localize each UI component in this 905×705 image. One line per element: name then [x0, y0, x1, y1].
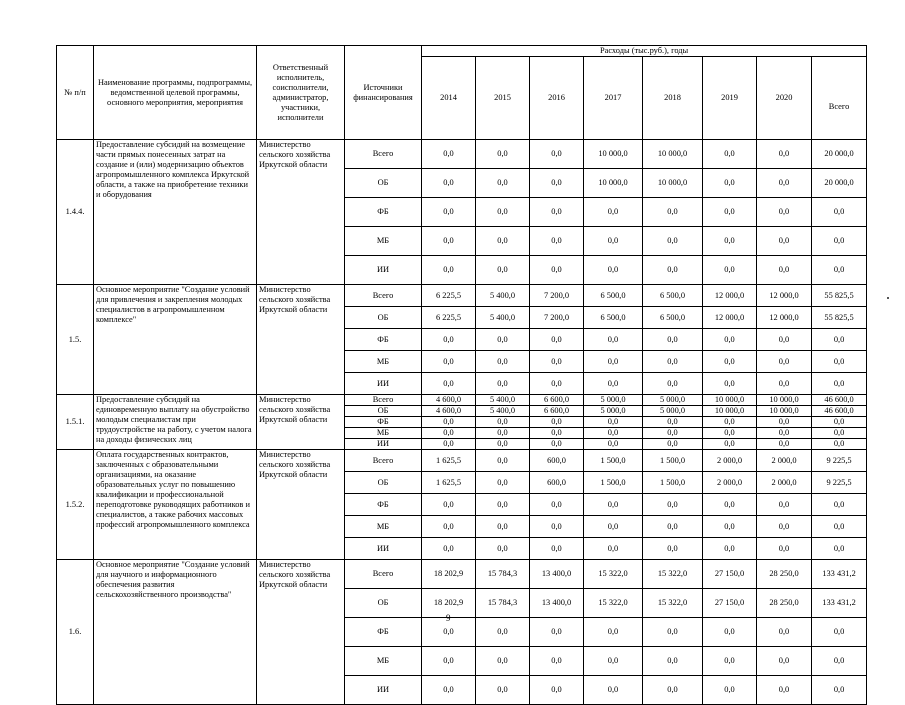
year-value: 5 400,0 — [476, 307, 530, 329]
header-year: 2018 — [643, 57, 703, 140]
year-value: 0,0 — [584, 428, 643, 439]
year-value: 0,0 — [476, 351, 530, 373]
year-value: 0,0 — [422, 618, 476, 647]
year-value: 0,0 — [422, 198, 476, 227]
margin-mark — [887, 297, 889, 299]
year-value: 6 500,0 — [643, 285, 703, 307]
year-value: 0,0 — [530, 417, 584, 428]
year-value: 0,0 — [643, 256, 703, 285]
year-value: 0,0 — [643, 676, 703, 705]
funding-source: Всего — [345, 560, 422, 589]
year-value: 0,0 — [703, 198, 757, 227]
year-value: 0,0 — [643, 227, 703, 256]
header-year: 2014 — [422, 57, 476, 140]
year-value: 0,0 — [422, 227, 476, 256]
total-value: 0,0 — [812, 516, 867, 538]
year-value: 12 000,0 — [757, 307, 812, 329]
year-value: 18 202,9 — [422, 589, 476, 618]
year-value: 0,0 — [422, 351, 476, 373]
funding-source: ФБ — [345, 417, 422, 428]
funding-source: ОБ — [345, 307, 422, 329]
header-num: № п/п — [57, 46, 94, 140]
year-value: 600,0 — [530, 450, 584, 472]
year-value: 0,0 — [422, 647, 476, 676]
year-value: 0,0 — [757, 373, 812, 395]
year-value: 0,0 — [703, 439, 757, 450]
year-value: 0,0 — [703, 227, 757, 256]
year-value: 0,0 — [643, 198, 703, 227]
year-value: 0,0 — [476, 472, 530, 494]
item-responsible: Министерство сельского хозяйства Иркутской области — [257, 140, 345, 285]
year-value: 18 202,9 — [422, 560, 476, 589]
year-value: 0,0 — [422, 169, 476, 198]
year-value: 0,0 — [476, 450, 530, 472]
header-year: 2016 — [530, 57, 584, 140]
year-value: 0,0 — [476, 140, 530, 169]
funding-source: ОБ — [345, 169, 422, 198]
funding-source: ИИ — [345, 373, 422, 395]
item-number: 1.4.4. — [57, 140, 94, 285]
funding-source: ФБ — [345, 494, 422, 516]
year-value: 0,0 — [584, 198, 643, 227]
year-value: 0,0 — [476, 198, 530, 227]
item-responsible: Министерство сельского хозяйства Иркутской области — [257, 560, 345, 705]
funding-source: Всего — [345, 285, 422, 307]
funding-source: Всего — [345, 450, 422, 472]
total-value: 0,0 — [812, 417, 867, 428]
year-value: 0,0 — [584, 538, 643, 560]
year-value: 0,0 — [757, 417, 812, 428]
year-value: 1 500,0 — [643, 472, 703, 494]
year-value: 0,0 — [757, 140, 812, 169]
year-value: 0,0 — [476, 494, 530, 516]
year-value: 0,0 — [643, 373, 703, 395]
year-value: 1 625,5 — [422, 472, 476, 494]
total-value: 0,0 — [812, 494, 867, 516]
year-value: 0,0 — [584, 227, 643, 256]
year-value: 6 500,0 — [643, 307, 703, 329]
year-value: 0,0 — [703, 351, 757, 373]
year-value: 10 000,0 — [643, 140, 703, 169]
year-value: 0,0 — [422, 329, 476, 351]
year-value: 0,0 — [584, 256, 643, 285]
year-value: 0,0 — [703, 676, 757, 705]
total-value: 9 225,5 — [812, 450, 867, 472]
year-value: 28 250,0 — [757, 589, 812, 618]
year-value: 27 150,0 — [703, 560, 757, 589]
page-number: 9 — [446, 613, 451, 623]
year-value: 0,0 — [757, 329, 812, 351]
year-value: 0,0 — [530, 676, 584, 705]
year-value: 0,0 — [476, 516, 530, 538]
year-value: 1 500,0 — [584, 472, 643, 494]
table-row — [57, 450, 867, 472]
year-value: 5 400,0 — [476, 406, 530, 417]
year-value: 10 000,0 — [584, 140, 643, 169]
year-value: 10 000,0 — [643, 169, 703, 198]
year-value: 5 000,0 — [584, 406, 643, 417]
year-value: 0,0 — [757, 538, 812, 560]
year-value: 10 000,0 — [584, 169, 643, 198]
year-value: 0,0 — [476, 169, 530, 198]
year-value: 0,0 — [422, 417, 476, 428]
year-value: 2 000,0 — [757, 450, 812, 472]
year-value: 0,0 — [584, 439, 643, 450]
year-value: 6 225,5 — [422, 307, 476, 329]
year-value: 0,0 — [476, 329, 530, 351]
year-value: 6 225,5 — [422, 285, 476, 307]
total-value: 46 600,0 — [812, 395, 867, 406]
total-value: 0,0 — [812, 538, 867, 560]
year-value: 0,0 — [643, 538, 703, 560]
funding-source: Всего — [345, 140, 422, 169]
year-value: 0,0 — [422, 494, 476, 516]
year-value: 15 784,3 — [476, 560, 530, 589]
year-value: 0,0 — [584, 417, 643, 428]
total-value: 0,0 — [812, 256, 867, 285]
total-value: 0,0 — [812, 329, 867, 351]
item-number: 1.5.1. — [57, 395, 94, 450]
item-name: Предоставление субсидий на возмещение части прямых понесенных затрат на создание и (или) модернизацию объектов агропромышленного комплекса Иркутской области, а также на приобретение техники и оборудования — [94, 140, 257, 285]
year-value: 5 400,0 — [476, 285, 530, 307]
total-value: 46 600,0 — [812, 406, 867, 417]
year-value: 0,0 — [703, 618, 757, 647]
year-value: 0,0 — [584, 516, 643, 538]
year-value: 0,0 — [584, 676, 643, 705]
total-value: 9 225,5 — [812, 472, 867, 494]
year-value: 0,0 — [703, 417, 757, 428]
year-value: 0,0 — [422, 428, 476, 439]
year-value: 15 322,0 — [584, 560, 643, 589]
year-value: 0,0 — [584, 494, 643, 516]
funding-source: Всего — [345, 395, 422, 406]
year-value: 12 000,0 — [757, 285, 812, 307]
year-value: 0,0 — [422, 373, 476, 395]
year-value: 10 000,0 — [757, 395, 812, 406]
year-value: 5 000,0 — [584, 395, 643, 406]
year-value: 0,0 — [422, 256, 476, 285]
year-value: 1 500,0 — [584, 450, 643, 472]
financing-table — [56, 45, 867, 705]
year-value: 0,0 — [530, 494, 584, 516]
year-value: 0,0 — [476, 227, 530, 256]
funding-source: ИИ — [345, 538, 422, 560]
year-value: 0,0 — [530, 198, 584, 227]
header-year: 2020 — [757, 57, 812, 140]
total-value: 0,0 — [812, 428, 867, 439]
year-value: 0,0 — [476, 417, 530, 428]
year-value: 0,0 — [530, 169, 584, 198]
header-year: 2019 — [703, 57, 757, 140]
year-value: 6 500,0 — [584, 285, 643, 307]
item-responsible: Министерство сельского хозяйства Иркутской области — [257, 285, 345, 395]
year-value: 0,0 — [584, 373, 643, 395]
year-value: 0,0 — [757, 227, 812, 256]
funding-source: ОБ — [345, 472, 422, 494]
year-value: 0,0 — [643, 647, 703, 676]
table-row — [57, 285, 867, 307]
header-total: Всего — [812, 57, 867, 140]
year-value: 0,0 — [643, 428, 703, 439]
year-value: 0,0 — [584, 351, 643, 373]
year-value: 12 000,0 — [703, 307, 757, 329]
year-value: 13 400,0 — [530, 589, 584, 618]
year-value: 0,0 — [530, 428, 584, 439]
year-value: 0,0 — [643, 439, 703, 450]
year-value: 0,0 — [530, 439, 584, 450]
year-value: 0,0 — [476, 676, 530, 705]
funding-source: МБ — [345, 351, 422, 373]
year-value: 1 500,0 — [643, 450, 703, 472]
year-value: 10 000,0 — [703, 395, 757, 406]
year-value: 0,0 — [703, 373, 757, 395]
item-name: Оплата государственных контрактов, заключенных с образовательными организациями, на оказание образовательных услуг по повышению квалификации и профессиональной переподготовке руководящих работников и специалистов, а также рабочих массовых профессий агропромышленного комплекса — [94, 450, 257, 560]
year-value: 0,0 — [530, 227, 584, 256]
year-value: 0,0 — [422, 516, 476, 538]
year-value: 0,0 — [476, 439, 530, 450]
year-value: 0,0 — [530, 329, 584, 351]
year-value: 0,0 — [643, 516, 703, 538]
year-value: 0,0 — [757, 256, 812, 285]
year-value: 0,0 — [476, 256, 530, 285]
year-value: 0,0 — [703, 428, 757, 439]
table-row — [57, 140, 867, 169]
year-value: 0,0 — [643, 417, 703, 428]
year-value: 4 600,0 — [422, 395, 476, 406]
year-value: 0,0 — [422, 140, 476, 169]
year-value: 0,0 — [530, 618, 584, 647]
year-value: 0,0 — [703, 256, 757, 285]
item-responsible: Министерство сельского хозяйства Иркутской области — [257, 395, 345, 450]
year-value: 0,0 — [476, 373, 530, 395]
year-value: 0,0 — [757, 198, 812, 227]
header-expenses: Расходы (тыс.руб.), годы — [422, 46, 867, 57]
year-value: 6 600,0 — [530, 406, 584, 417]
year-value: 6 500,0 — [584, 307, 643, 329]
year-value: 0,0 — [703, 516, 757, 538]
funding-source: ФБ — [345, 198, 422, 227]
year-value: 5 000,0 — [643, 395, 703, 406]
year-value: 0,0 — [643, 329, 703, 351]
year-value: 5 400,0 — [476, 395, 530, 406]
year-value: 0,0 — [530, 373, 584, 395]
item-number: 1.6. — [57, 560, 94, 705]
total-value: 0,0 — [812, 439, 867, 450]
year-value: 0,0 — [643, 494, 703, 516]
year-value: 0,0 — [422, 439, 476, 450]
total-value: 0,0 — [812, 647, 867, 676]
year-value: 6 600,0 — [530, 395, 584, 406]
year-value: 0,0 — [703, 494, 757, 516]
year-value: 5 000,0 — [643, 406, 703, 417]
year-value: 0,0 — [422, 676, 476, 705]
year-value: 15 784,3 — [476, 589, 530, 618]
funding-source: МБ — [345, 516, 422, 538]
item-number: 1.5. — [57, 285, 94, 395]
year-value: 0,0 — [530, 538, 584, 560]
funding-source: ОБ — [345, 589, 422, 618]
year-value: 27 150,0 — [703, 589, 757, 618]
year-value: 0,0 — [703, 538, 757, 560]
total-value: 0,0 — [812, 351, 867, 373]
year-value: 15 322,0 — [643, 589, 703, 618]
total-value: 0,0 — [812, 676, 867, 705]
year-value: 0,0 — [703, 169, 757, 198]
header-name: Наименование программы, подпрограммы, ведомственной целевой программы, основного мероприятия, мероприятия — [94, 46, 257, 140]
year-value: 0,0 — [757, 647, 812, 676]
year-value: 0,0 — [757, 428, 812, 439]
year-value: 1 625,5 — [422, 450, 476, 472]
item-name: Предоставление субсидий на единовременную выплату на обустройство молодым специалистам при трудоустройстве на работу, с учетом налога на доходы физических лиц — [94, 395, 257, 450]
item-number: 1.5.2. — [57, 450, 94, 560]
total-value: 0,0 — [812, 373, 867, 395]
year-value: 0,0 — [530, 516, 584, 538]
year-value: 15 322,0 — [643, 560, 703, 589]
funding-source: МБ — [345, 428, 422, 439]
year-value: 0,0 — [643, 618, 703, 647]
year-value: 10 000,0 — [703, 406, 757, 417]
year-value: 2 000,0 — [757, 472, 812, 494]
year-value: 0,0 — [757, 494, 812, 516]
funding-source: ОБ — [345, 406, 422, 417]
year-value: 28 250,0 — [757, 560, 812, 589]
year-value: 0,0 — [530, 256, 584, 285]
funding-source: ФБ — [345, 329, 422, 351]
year-value: 15 322,0 — [584, 589, 643, 618]
year-value: 0,0 — [530, 647, 584, 676]
total-value: 55 825,5 — [812, 285, 867, 307]
year-value: 0,0 — [703, 647, 757, 676]
year-value: 0,0 — [530, 140, 584, 169]
total-value: 20 000,0 — [812, 140, 867, 169]
year-value: 600,0 — [530, 472, 584, 494]
item-name: Основное мероприятие "Создание условий для научного и информационного обеспечения развития сельскохозяйственного производства" — [94, 560, 257, 705]
funding-source: ИИ — [345, 256, 422, 285]
funding-source: ИИ — [345, 676, 422, 705]
year-value: 0,0 — [757, 618, 812, 647]
year-value: 0,0 — [476, 647, 530, 676]
header-responsible: Ответственный исполнитель, соисполнители, администратор, участники, исполнители — [257, 46, 345, 140]
year-value: 0,0 — [584, 618, 643, 647]
table-row — [57, 560, 867, 589]
year-value: 0,0 — [643, 351, 703, 373]
year-value: 0,0 — [757, 439, 812, 450]
total-value: 133 431,2 — [812, 589, 867, 618]
header-year: 2015 — [476, 57, 530, 140]
year-value: 0,0 — [476, 538, 530, 560]
table-body — [57, 140, 867, 705]
total-value: 133 431,2 — [812, 560, 867, 589]
funding-source: ИИ — [345, 439, 422, 450]
table-row — [57, 395, 867, 406]
year-value: 7 200,0 — [530, 307, 584, 329]
year-value: 13 400,0 — [530, 560, 584, 589]
year-value: 0,0 — [476, 428, 530, 439]
funding-source: МБ — [345, 227, 422, 256]
header-year: 2017 — [584, 57, 643, 140]
funding-source: МБ — [345, 647, 422, 676]
year-value: 0,0 — [584, 647, 643, 676]
year-value: 0,0 — [757, 169, 812, 198]
year-value: 2 000,0 — [703, 472, 757, 494]
year-value: 0,0 — [476, 618, 530, 647]
total-value: 0,0 — [812, 227, 867, 256]
year-value: 0,0 — [422, 538, 476, 560]
header-sources: Источники финансирования — [345, 46, 422, 140]
year-value: 0,0 — [757, 676, 812, 705]
year-value: 0,0 — [757, 516, 812, 538]
year-value: 10 000,0 — [757, 406, 812, 417]
total-value: 20 000,0 — [812, 169, 867, 198]
item-name: Основное мероприятие "Создание условий для привлечения и закрепления молодых специалистов в агропромышленном комплексе" — [94, 285, 257, 395]
year-value: 7 200,0 — [530, 285, 584, 307]
year-value: 0,0 — [584, 329, 643, 351]
year-value: 2 000,0 — [703, 450, 757, 472]
year-value: 0,0 — [703, 140, 757, 169]
total-value: 0,0 — [812, 198, 867, 227]
total-value: 55 825,5 — [812, 307, 867, 329]
year-value: 0,0 — [530, 351, 584, 373]
year-value: 4 600,0 — [422, 406, 476, 417]
year-value: 0,0 — [757, 351, 812, 373]
item-responsible: Министерство сельского хозяйства Иркутской области — [257, 450, 345, 560]
year-value: 0,0 — [703, 329, 757, 351]
year-value: 12 000,0 — [703, 285, 757, 307]
funding-source: ФБ — [345, 618, 422, 647]
total-value: 0,0 — [812, 618, 867, 647]
